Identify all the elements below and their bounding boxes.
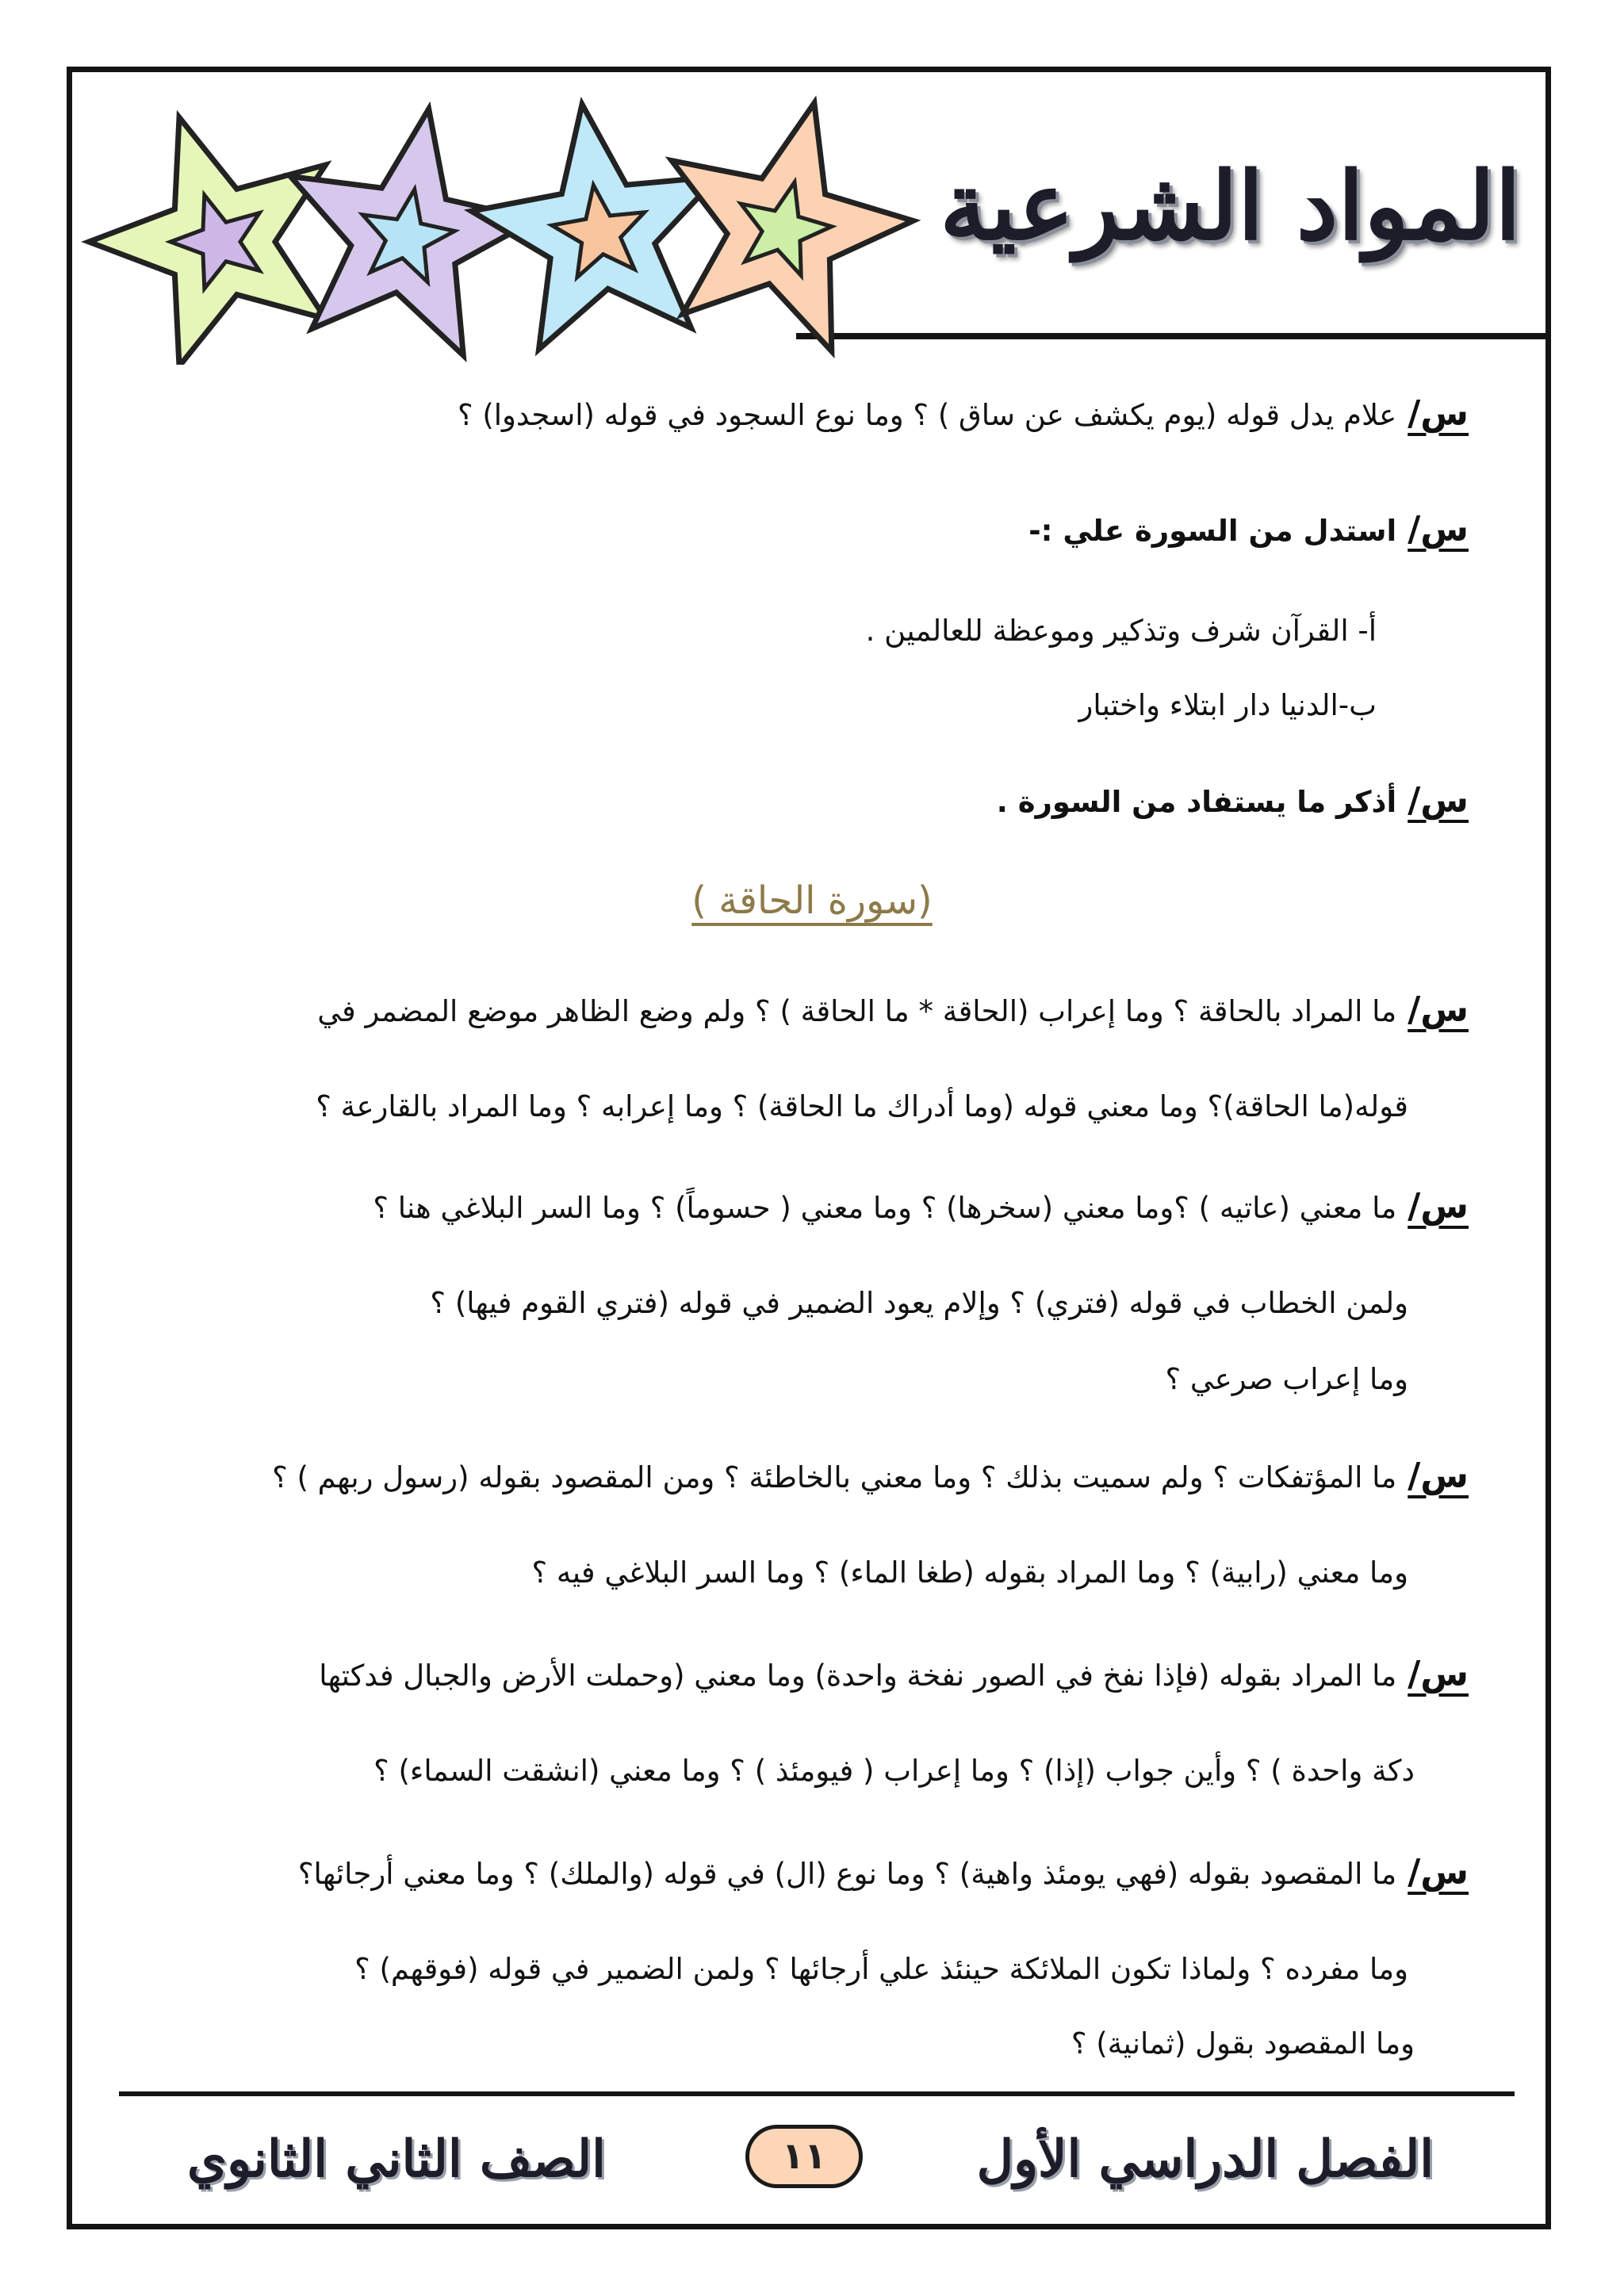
question-line: س/استدل من السورة علي :- (1028, 509, 1469, 549)
page-number: ١١ (745, 2125, 863, 2188)
page-title: المواد الشرعية (940, 151, 1521, 261)
question-continuation: وما المقصود بقول (ثمانية) ؟ (1071, 2026, 1415, 2061)
question-continuation: ولمن الخطاب في قوله (فتري) ؟ وإلام يعود الضمير في قوله (فتري القوم فيها) ؟ (430, 1286, 1408, 1320)
question-line: س/ما معني (عاتيه ) ؟وما معني (سخرها) ؟ وما معني ( حسوماً) ؟ وما السر البلاغي هنا ؟ (373, 1186, 1469, 1226)
question-line: س/ما المراد بقوله (فإذا نفخ في الصور نفخة واحدة) وما معني (وحملت الأرض والجبال فدكتها (319, 1654, 1469, 1694)
question-continuation: وما إعراب صرعي ؟ (1165, 1362, 1408, 1396)
question-marker: س/ (1408, 1654, 1469, 1694)
question-marker: س/ (1408, 989, 1469, 1030)
surah-heading: (سورة الحاقة ) (691, 878, 933, 923)
footer-divider (119, 2091, 1515, 2096)
question-marker: س/ (1408, 393, 1469, 434)
question-continuation: وما معني (رابية) ؟ وما المراد بقوله (طغا الماء) ؟ وما السر البلاغي فيه ؟ (531, 1556, 1408, 1590)
question-continuation: وما مفرده ؟ ولماذا تكون الملائكة حينئذ علي أرجائها ؟ ولمن الضمير في قوله (فوقهم) ؟ (354, 1952, 1408, 1986)
question-line: س/ما المراد بالحاقة ؟ وما إعراب (الحاقة * ما الحاقة ) ؟ ولم وضع الظاهر موضع المضمر في (317, 989, 1469, 1030)
question-continuation: قوله(ما الحاقة)؟ وما معني قوله (وما أدراك ما الحاقة) ؟ وما إعرابه ؟ وما المراد بالقارعة ؟ (316, 1089, 1408, 1123)
list-item: أ- القرآن شرف وتذكير وموعظة للعالمين . (865, 614, 1377, 648)
question-continuation: دكة واحدة ) ؟ وأين جواب (إذا) ؟ وما إعراب ( فيومئذ ) ؟ وما معني (انشقت السماء) ؟ (373, 1754, 1415, 1788)
list-item: ب-الدنيا دار ابتلاء واختبار (1078, 688, 1377, 722)
question-marker: س/ (1408, 1852, 1469, 1892)
question-marker: س/ (1408, 509, 1469, 549)
question-line: س/ما المؤتفكات ؟ ولم سميت بذلك ؟ وما معني بالخاطئة ؟ ومن المقصود بقوله (رسول ربهم ) ؟ (272, 1456, 1469, 1496)
question-marker: س/ (1408, 1456, 1469, 1496)
question-line: س/أذكر ما يستفاد من السورة . (996, 780, 1469, 821)
question-marker: س/ (1408, 780, 1469, 821)
question-marker: س/ (1408, 1186, 1469, 1226)
footer-semester: الفصل الدراسي الأول (976, 2130, 1434, 2189)
question-line: س/علام يدل قوله (يوم يكشف عن ساق ) ؟ وما نوع السجود في قوله (اسجدوا) ؟ (457, 393, 1469, 434)
footer-grade: الصف الثاني الثانوي (187, 2130, 606, 2189)
question-line: س/ما المقصود بقوله (فهي يومئذ واهية) ؟ وما نوع (ال) في قوله (والملك) ؟ وما معني أرجائها؟ (297, 1852, 1469, 1892)
